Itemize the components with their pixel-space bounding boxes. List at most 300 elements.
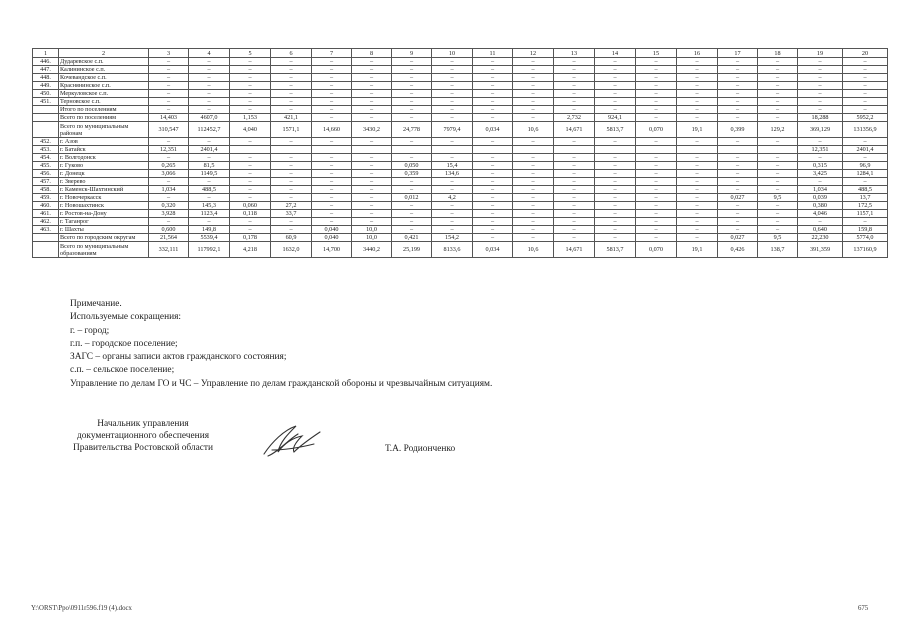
- value-cell: –: [718, 154, 758, 162]
- value-cell: –: [432, 66, 473, 74]
- row-name: Дударевское с.п.: [59, 58, 149, 66]
- table-row: [33, 202, 888, 210]
- value-cell: –: [392, 210, 432, 218]
- value-cell: –: [636, 106, 677, 114]
- value-cell: –: [271, 226, 312, 234]
- value-cell: 0,039: [798, 194, 843, 202]
- note-item: ЗАГС – органы записи актов гражданского состояния;: [70, 352, 287, 363]
- value-cell: –: [513, 170, 554, 178]
- table-row: [33, 90, 888, 98]
- value-cell: –: [432, 82, 473, 90]
- value-cell: 14,700: [312, 242, 352, 258]
- value-cell: –: [595, 98, 636, 106]
- value-cell: –: [352, 82, 392, 90]
- table-row: [33, 106, 888, 114]
- value-cell: –: [798, 66, 843, 74]
- value-cell: 0,315: [798, 162, 843, 170]
- value-cell: 1123,4: [189, 210, 230, 218]
- value-cell: –: [392, 178, 432, 186]
- position-line: Начальник управления: [97, 419, 189, 429]
- value-cell: –: [271, 58, 312, 66]
- note-item: г. – город;: [70, 325, 110, 336]
- value-cell: 27,2: [271, 202, 312, 210]
- value-cell: –: [473, 162, 513, 170]
- value-cell: –: [392, 226, 432, 234]
- value-cell: 19,1: [677, 122, 718, 138]
- value-cell: 149,8: [189, 226, 230, 234]
- value-cell: 117992,1: [189, 242, 230, 258]
- value-cell: –: [843, 58, 888, 66]
- value-cell: –: [392, 114, 432, 122]
- value-cell: –: [230, 82, 271, 90]
- row-number: [33, 106, 59, 114]
- row-number: 452.: [33, 138, 59, 146]
- value-cell: –: [432, 226, 473, 234]
- value-cell: –: [149, 90, 189, 98]
- signatory-name: Т.А. Родионченко: [385, 444, 456, 454]
- value-cell: –: [352, 106, 392, 114]
- value-cell: –: [677, 226, 718, 234]
- value-cell: –: [432, 202, 473, 210]
- value-cell: –: [677, 106, 718, 114]
- value-cell: –: [513, 218, 554, 226]
- value-cell: 0,040: [312, 226, 352, 234]
- notes-title: Примечание.: [70, 299, 122, 309]
- table-row: [33, 186, 888, 194]
- row-number: 454.: [33, 154, 59, 162]
- row-number: 450.: [33, 90, 59, 98]
- value-cell: –: [513, 90, 554, 98]
- value-cell: –: [595, 226, 636, 234]
- value-cell: –: [149, 66, 189, 74]
- value-cell: 3,066: [149, 170, 189, 178]
- row-number: 458.: [33, 186, 59, 194]
- value-cell: [312, 146, 352, 154]
- value-cell: 81,5: [189, 162, 230, 170]
- value-cell: –: [149, 138, 189, 146]
- value-cell: 0,359: [392, 170, 432, 178]
- value-cell: 22,230: [798, 234, 843, 242]
- value-cell: –: [718, 66, 758, 74]
- value-cell: 159,8: [843, 226, 888, 234]
- value-cell: 18,288: [798, 114, 843, 122]
- value-cell: 5774,0: [843, 234, 888, 242]
- value-cell: –: [554, 66, 595, 74]
- table-row: [33, 98, 888, 106]
- value-cell: 10,6: [513, 242, 554, 258]
- value-cell: –: [718, 138, 758, 146]
- value-cell: –: [595, 58, 636, 66]
- value-cell: –: [718, 178, 758, 186]
- value-cell: –: [595, 170, 636, 178]
- value-cell: 1571,1: [271, 122, 312, 138]
- value-cell: 19,1: [677, 242, 718, 258]
- value-cell: –: [149, 74, 189, 82]
- value-cell: –: [312, 194, 352, 202]
- notes-intro: Используемые сокращения:: [70, 312, 182, 323]
- header-cell: 5: [230, 49, 271, 58]
- value-cell: –: [513, 226, 554, 234]
- value-cell: –: [718, 186, 758, 194]
- value-cell: 9,5: [758, 234, 798, 242]
- value-cell: –: [230, 154, 271, 162]
- value-cell: –: [513, 194, 554, 202]
- value-cell: –: [758, 226, 798, 234]
- value-cell: –: [230, 186, 271, 194]
- value-cell: –: [554, 234, 595, 242]
- value-cell: –: [677, 210, 718, 218]
- value-cell: –: [230, 218, 271, 226]
- value-cell: 4,218: [230, 242, 271, 258]
- value-cell: –: [554, 74, 595, 82]
- value-cell: –: [271, 218, 312, 226]
- value-cell: –: [230, 98, 271, 106]
- value-cell: –: [392, 106, 432, 114]
- value-cell: –: [473, 138, 513, 146]
- position-line: Правительства Ростовской области: [72, 443, 214, 453]
- value-cell: –: [718, 98, 758, 106]
- value-cell: –: [758, 98, 798, 106]
- value-cell: 3440,2: [352, 242, 392, 258]
- value-cell: –: [312, 82, 352, 90]
- row-name: г. Волгодонск: [59, 154, 149, 162]
- value-cell: –: [189, 58, 230, 66]
- value-cell: [230, 146, 271, 154]
- value-cell: –: [513, 186, 554, 194]
- table-row: [33, 210, 888, 218]
- value-cell: 5813,7: [595, 122, 636, 138]
- value-cell: 10,0: [352, 226, 392, 234]
- table-row: [33, 218, 888, 226]
- value-cell: –: [432, 218, 473, 226]
- value-cell: –: [677, 90, 718, 98]
- value-cell: 0,040: [312, 234, 352, 242]
- value-cell: –: [554, 218, 595, 226]
- value-cell: –: [230, 170, 271, 178]
- value-cell: –: [758, 82, 798, 90]
- value-cell: –: [352, 154, 392, 162]
- value-cell: –: [432, 138, 473, 146]
- value-cell: –: [432, 178, 473, 186]
- value-cell: –: [718, 74, 758, 82]
- row-name: г. Новочеркасск: [59, 194, 149, 202]
- value-cell: –: [677, 194, 718, 202]
- header-cell: 12: [513, 49, 554, 58]
- row-number: 457.: [33, 178, 59, 186]
- header-cell: 7: [312, 49, 352, 58]
- handwritten-signature: [258, 420, 330, 462]
- value-cell: 4,040: [230, 122, 271, 138]
- value-cell: –: [473, 98, 513, 106]
- header-cell: 14: [595, 49, 636, 58]
- value-cell: –: [312, 58, 352, 66]
- value-cell: –: [312, 154, 352, 162]
- value-cell: –: [352, 210, 392, 218]
- row-number: 461.: [33, 210, 59, 218]
- value-cell: –: [718, 218, 758, 226]
- row-number: 459.: [33, 194, 59, 202]
- value-cell: 0,070: [636, 242, 677, 258]
- value-cell: –: [392, 58, 432, 66]
- value-cell: 4607,0: [189, 114, 230, 122]
- value-cell: –: [636, 90, 677, 98]
- value-cell: –: [677, 234, 718, 242]
- value-cell: –: [473, 202, 513, 210]
- value-cell: 8133,6: [432, 242, 473, 258]
- row-number: 462.: [33, 218, 59, 226]
- value-cell: –: [312, 162, 352, 170]
- value-cell: 0,050: [392, 162, 432, 170]
- value-cell: 15,4: [432, 162, 473, 170]
- value-cell: –: [392, 98, 432, 106]
- value-cell: 369,129: [798, 122, 843, 138]
- value-cell: –: [595, 194, 636, 202]
- value-cell: –: [473, 154, 513, 162]
- value-cell: –: [636, 202, 677, 210]
- value-cell: 172,5: [843, 202, 888, 210]
- table-row: [33, 154, 888, 162]
- table-row: [33, 82, 888, 90]
- value-cell: –: [189, 138, 230, 146]
- value-cell: –: [513, 114, 554, 122]
- value-cell: –: [473, 82, 513, 90]
- value-cell: [554, 146, 595, 154]
- value-cell: –: [758, 186, 798, 194]
- value-cell: 134,6: [432, 170, 473, 178]
- value-cell: –: [432, 98, 473, 106]
- value-cell: –: [271, 154, 312, 162]
- value-cell: –: [595, 210, 636, 218]
- value-cell: –: [392, 90, 432, 98]
- value-cell: –: [392, 218, 432, 226]
- value-cell: 5813,7: [595, 242, 636, 258]
- value-cell: –: [513, 74, 554, 82]
- value-cell: –: [352, 90, 392, 98]
- value-cell: –: [189, 90, 230, 98]
- value-cell: –: [554, 210, 595, 218]
- value-cell: –: [189, 98, 230, 106]
- value-cell: –: [636, 114, 677, 122]
- value-cell: –: [758, 178, 798, 186]
- value-cell: 14,660: [312, 122, 352, 138]
- value-cell: –: [352, 138, 392, 146]
- value-cell: –: [595, 90, 636, 98]
- value-cell: –: [271, 162, 312, 170]
- value-cell: –: [758, 114, 798, 122]
- value-cell: –: [636, 98, 677, 106]
- value-cell: 145,3: [189, 202, 230, 210]
- value-cell: –: [513, 138, 554, 146]
- value-cell: –: [392, 66, 432, 74]
- value-cell: –: [432, 74, 473, 82]
- value-cell: –: [271, 66, 312, 74]
- value-cell: 4,2: [432, 194, 473, 202]
- value-cell: –: [636, 74, 677, 82]
- value-cell: –: [271, 138, 312, 146]
- value-cell: –: [595, 82, 636, 90]
- value-cell: 3,425: [798, 170, 843, 178]
- value-cell: –: [595, 106, 636, 114]
- value-cell: 0,426: [718, 242, 758, 258]
- value-cell: –: [677, 66, 718, 74]
- value-cell: –: [595, 218, 636, 226]
- value-cell: 0,265: [149, 162, 189, 170]
- table-row: [33, 178, 888, 186]
- value-cell: –: [636, 138, 677, 146]
- value-cell: 21,564: [149, 234, 189, 242]
- value-cell: –: [189, 154, 230, 162]
- row-number: 463.: [33, 226, 59, 234]
- header-cell: 9: [392, 49, 432, 58]
- value-cell: –: [312, 98, 352, 106]
- value-cell: –: [636, 218, 677, 226]
- value-cell: –: [352, 202, 392, 210]
- page-number: 675: [858, 605, 869, 612]
- value-cell: 2,732: [554, 114, 595, 122]
- value-cell: –: [189, 178, 230, 186]
- table-row: [33, 122, 888, 138]
- value-cell: –: [271, 178, 312, 186]
- value-cell: 0,178: [230, 234, 271, 242]
- value-cell: –: [513, 82, 554, 90]
- row-number: [33, 122, 59, 138]
- header-cell: 10: [432, 49, 473, 58]
- value-cell: –: [595, 178, 636, 186]
- row-name: г. Батайск: [59, 146, 149, 154]
- row-name: Итого по поселениям: [59, 106, 149, 114]
- value-cell: –: [513, 234, 554, 242]
- value-cell: [352, 146, 392, 154]
- value-cell: –: [189, 194, 230, 202]
- value-cell: –: [843, 106, 888, 114]
- value-cell: –: [312, 202, 352, 210]
- value-cell: –: [554, 98, 595, 106]
- table-row: [33, 138, 888, 146]
- row-name: Краснянинское с.п.: [59, 82, 149, 90]
- value-cell: –: [677, 98, 718, 106]
- value-cell: 12,351: [798, 146, 843, 154]
- value-cell: –: [843, 178, 888, 186]
- value-cell: –: [595, 74, 636, 82]
- value-cell: 1,034: [149, 186, 189, 194]
- row-number: [33, 114, 59, 122]
- value-cell: –: [798, 74, 843, 82]
- row-name: г. Новошахтинск: [59, 202, 149, 210]
- header-cell: 20: [843, 49, 888, 58]
- value-cell: 4,046: [798, 210, 843, 218]
- table-row: [33, 162, 888, 170]
- value-cell: –: [230, 58, 271, 66]
- row-name: г. Донецк: [59, 170, 149, 178]
- row-number: 460.: [33, 202, 59, 210]
- header-cell: 6: [271, 49, 312, 58]
- position-line: документационного обеспечения: [76, 431, 210, 441]
- value-cell: –: [718, 226, 758, 234]
- value-cell: –: [554, 82, 595, 90]
- value-cell: –: [595, 234, 636, 242]
- table-row: [33, 66, 888, 74]
- value-cell: 0,640: [798, 226, 843, 234]
- value-cell: 0,012: [392, 194, 432, 202]
- value-cell: –: [636, 186, 677, 194]
- value-cell: 0,600: [149, 226, 189, 234]
- value-cell: –: [718, 170, 758, 178]
- value-cell: –: [312, 186, 352, 194]
- data-table: [32, 48, 888, 258]
- table-row: [33, 242, 888, 258]
- value-cell: –: [718, 210, 758, 218]
- value-cell: –: [271, 74, 312, 82]
- value-cell: –: [798, 98, 843, 106]
- value-cell: –: [718, 202, 758, 210]
- value-cell: –: [758, 154, 798, 162]
- value-cell: 0,027: [718, 194, 758, 202]
- table-header-row: [33, 49, 888, 58]
- row-name: Всего по муниципальным образованиям: [59, 242, 149, 258]
- value-cell: –: [554, 154, 595, 162]
- value-cell: –: [677, 74, 718, 82]
- value-cell: –: [718, 90, 758, 98]
- value-cell: –: [758, 170, 798, 178]
- value-cell: 488,5: [189, 186, 230, 194]
- value-cell: 60,9: [271, 234, 312, 242]
- value-cell: –: [513, 58, 554, 66]
- row-name: Всего по муниципальным районам: [59, 122, 149, 138]
- value-cell: –: [677, 82, 718, 90]
- value-cell: 5539,4: [189, 234, 230, 242]
- file-path: Y:\ORST\Ppo\0911r596.f19 (4).docx: [31, 605, 132, 612]
- value-cell: 0,070: [636, 122, 677, 138]
- row-number: 448.: [33, 74, 59, 82]
- value-cell: –: [554, 178, 595, 186]
- table-row: [33, 234, 888, 242]
- value-cell: –: [554, 202, 595, 210]
- value-cell: –: [271, 186, 312, 194]
- value-cell: 0,034: [473, 122, 513, 138]
- value-cell: 3430,2: [352, 122, 392, 138]
- value-cell: –: [636, 226, 677, 234]
- value-cell: –: [554, 58, 595, 66]
- value-cell: 137160,9: [843, 242, 888, 258]
- value-cell: –: [595, 154, 636, 162]
- value-cell: –: [392, 186, 432, 194]
- row-name: Кочевандское с.п.: [59, 74, 149, 82]
- value-cell: 112452,7: [189, 122, 230, 138]
- value-cell: 1,153: [230, 114, 271, 122]
- value-cell: 154,2: [432, 234, 473, 242]
- value-cell: –: [230, 106, 271, 114]
- value-cell: –: [189, 74, 230, 82]
- row-number: 455.: [33, 162, 59, 170]
- value-cell: –: [758, 218, 798, 226]
- row-name: Калининское с.п.: [59, 66, 149, 74]
- value-cell: 7979,4: [432, 122, 473, 138]
- value-cell: –: [230, 162, 271, 170]
- value-cell: 924,1: [595, 114, 636, 122]
- value-cell: –: [636, 82, 677, 90]
- header-cell: 1: [33, 49, 59, 58]
- value-cell: –: [758, 90, 798, 98]
- value-cell: –: [312, 74, 352, 82]
- table-row: [33, 58, 888, 66]
- value-cell: –: [513, 66, 554, 74]
- value-cell: –: [149, 98, 189, 106]
- value-cell: 0,399: [718, 122, 758, 138]
- value-cell: –: [432, 154, 473, 162]
- value-cell: –: [312, 210, 352, 218]
- value-cell: –: [352, 186, 392, 194]
- value-cell: –: [636, 154, 677, 162]
